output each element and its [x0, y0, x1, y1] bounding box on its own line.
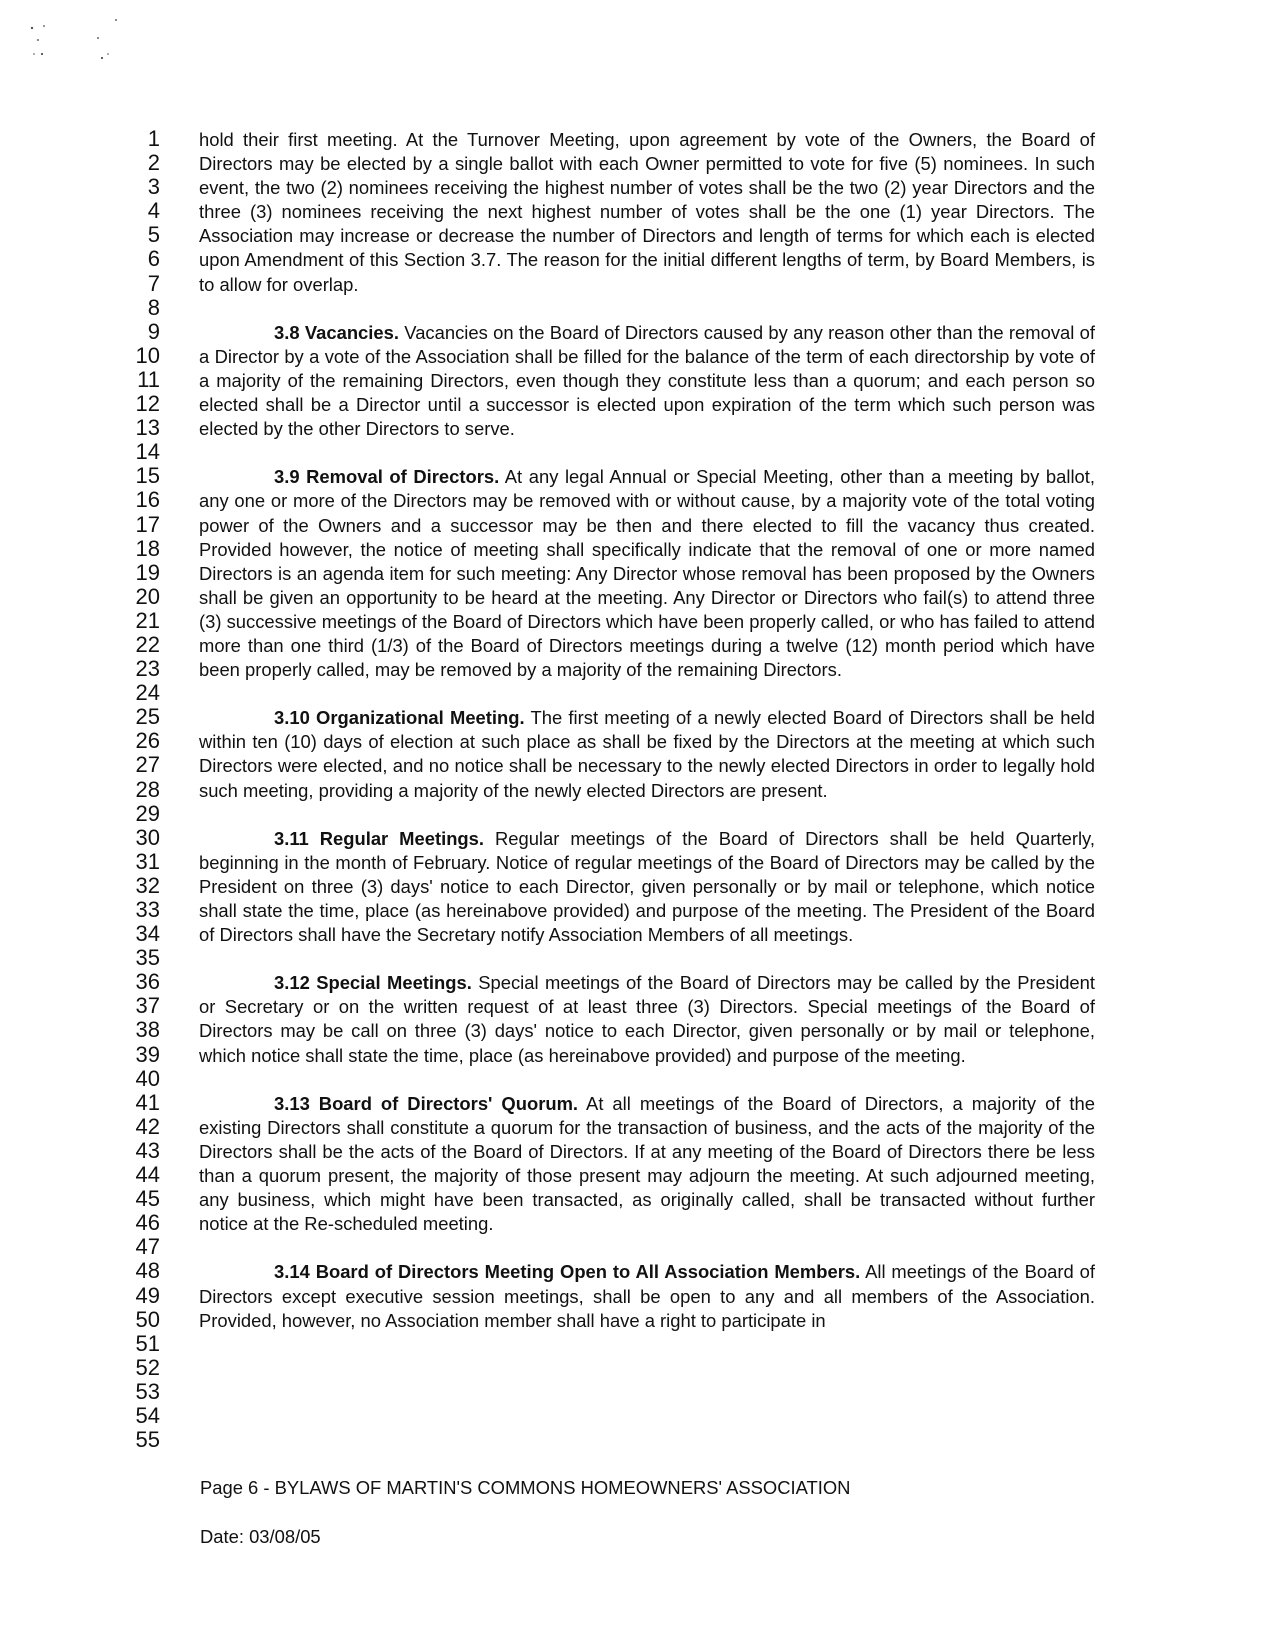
line-number: 24 [135, 680, 160, 706]
section-heading: 3.10 Organizational Meeting. [274, 707, 525, 729]
line-number: 50 [135, 1306, 160, 1332]
line-number: 53 [135, 1378, 160, 1404]
line-number: 23 [135, 656, 160, 682]
paragraph-text: hold their first meeting. At the Turnover Meeting, upon agreement by vote of the Owners, the Board of Directors may be elected by a single ballot with each Owner permitted to vote for five (5) nominees. In such event, the two (2) nominees receiving the highest number of votes shall be the two (2) year Directors and the three (3) nominees receiving the next highest number of votes shall be the one (1) year Directors. The Association may increase or decrease the number of Directors and length of terms for which each is elected upon Amendment of this Section 3.7. The reason for the initial different lengths of term, by Board Members, is to allow for overlap. [199, 129, 1095, 295]
line-number: 54 [135, 1402, 160, 1428]
line-number: 48 [135, 1258, 160, 1284]
paragraph-text: Vacancies on the Board of Directors caused by any reason other than the removal of a Director by a vote of the Association shall be filled for the balance of the term of each directorship by vote of a majority of the remaining Directors, even though they constitute less than a quorum; and each person so elected shall be a Director until a successor is elected upon expiration of the term which such person was elected by the other Directors to serve. [199, 321, 1095, 440]
line-number: 55 [135, 1427, 160, 1453]
paragraph-text: Special meetings of the Board of Directors may be called by the President or Secretary or on the written request of at least three (3) Directors. Special meetings of the Board of Directors may be call on three (3) days' notice to each Director, given personally or by mail or telephone, which notice shall state the time, place (as hereinabove provided) and purpose of the meeting. [199, 972, 1095, 1066]
line-number: 31 [135, 848, 160, 874]
line-number: 3 [147, 174, 160, 200]
line-number: 27 [135, 752, 160, 778]
section-heading: 3.13 Board of Directors' Quorum. [274, 1092, 579, 1114]
paragraph-text: All meetings of the Board of Directors except executive session meetings, shall be open to any and all members of the Association. Provided, however, no Association member shall have a right to participate in [199, 1261, 1095, 1331]
section-heading: 3.14 Board of Directors Meeting Open to All Association Members. [274, 1261, 861, 1283]
line-number: 11 [137, 366, 160, 392]
line-number: 39 [135, 1041, 160, 1067]
line-number: 34 [135, 921, 160, 947]
line-number: 13 [135, 415, 160, 441]
line-number: 28 [135, 776, 160, 802]
line-number: 8 [147, 294, 160, 320]
paragraph-text: At any legal Annual or Special Meeting, other than a meeting by ballot, any one or more of the Directors may be removed with or without cause, by a majority vote of the total voting power of the Owners and a successor may be then and there elected to fill the vacancy thus created. Provided however, the notice of meeting shall specifically indicate that the removal of one or more named Directors is an agenda item for such meeting: Any Director whose removal has been proposed by the Owners shall be given an opportunity to be heard at the meeting. Any Director or Directors who fail(s) to attend three (3) successive meetings of the Board of Directors which have been properly called, or who has failed to attend more than one third (1/3) of the Board of Directors meetings during a twelve (12) month period which have been properly called, may be removed by a majority of the remaining Directors. [199, 466, 1095, 681]
line-number: 40 [135, 1065, 160, 1091]
paragraph-text: At all meetings of the Board of Directors, a majority of the existing Directors shall constitute a quorum for the transaction of business, and the acts of the majority of the Directors shall be the acts of the Board of Directors. If at any meeting of the Board of Directors there be less than a quorum present, the majority of those present may adjourn the meeting. At such adjourned meeting, any business, which might have been transacted, as originally called, shall be transacted without further notice at the Re-scheduled meeting. [199, 1092, 1095, 1235]
section-3-10-organizational-meeting [199, 706, 1095, 802]
paragraph-text: Regular meetings of the Board of Directors shall be held Quarterly, beginning in the month of February. Notice of regular meetings of the Board of Directors may be called by the President on three (3) days' notice to each Director, given personally or by mail or telephone, which notice shall state the time, place (as hereinabove provided) and purpose of the meeting. The President of the Board of Directors shall have the Secretary notify Association Members of all meetings. [199, 827, 1095, 946]
line-number: 26 [135, 728, 160, 754]
section-3-12-special-meetings [199, 971, 1095, 1067]
line-number: 17 [135, 511, 160, 537]
line-number: 14 [135, 439, 160, 465]
line-number: 5 [147, 222, 160, 248]
line-number: 16 [135, 487, 160, 513]
section-heading: 3.11 Regular Meetings. [274, 827, 484, 849]
line-number: 37 [135, 993, 160, 1019]
section-3-8-vacancies [199, 321, 1095, 441]
line-number: 19 [135, 559, 160, 585]
line-number: 1 [147, 126, 160, 151]
line-number: 6 [147, 246, 160, 272]
line-number: 4 [147, 198, 160, 224]
line-number: 45 [135, 1186, 160, 1212]
line-number: 47 [135, 1234, 160, 1260]
line-number-gutter [128, 127, 160, 1452]
line-number: 49 [135, 1282, 160, 1308]
line-number: 2 [147, 150, 160, 176]
line-number: 21 [135, 607, 160, 633]
line-number: 51 [135, 1330, 160, 1356]
paragraph-text: The first meeting of a newly elected Board of Directors shall be held within ten (10) days of election at such place as shall be fixed by the Directors at the meeting at which such Directors were elected, and no notice shall be necessary to the newly elected Directors in order to legally hold such meeting, providing a majority of the newly elected Directors are present. [199, 707, 1095, 801]
line-number: 22 [135, 631, 160, 657]
section-3-11-regular-meetings [199, 827, 1095, 947]
line-number: 25 [135, 704, 160, 730]
line-number: 29 [135, 800, 160, 826]
line-number: 46 [135, 1210, 160, 1236]
page-footer-title: Page 6 - BYLAWS OF MARTIN'S COMMONS HOMEOWNERS' ASSOCIATION [200, 1477, 851, 1498]
line-number: 15 [135, 463, 160, 489]
section-heading: 3.8 Vacancies. [274, 321, 399, 343]
line-number: 12 [135, 391, 160, 417]
line-number: 30 [135, 824, 160, 850]
line-number: 7 [147, 270, 160, 296]
line-number: 41 [135, 1089, 160, 1115]
section-3-9-removal-of-directors [199, 465, 1095, 682]
line-number: 43 [135, 1137, 160, 1163]
document-body [199, 128, 1095, 1333]
section-heading: 3.9 Removal of Directors. [274, 466, 500, 488]
page-footer-date: Date: 03/08/05 [200, 1526, 321, 1547]
section-3-13-quorum [199, 1092, 1095, 1237]
section-3-14-open-meetings [199, 1260, 1095, 1332]
line-number: 20 [135, 583, 160, 609]
line-number: 18 [135, 535, 160, 561]
line-number: 32 [135, 872, 160, 898]
line-number: 10 [135, 342, 160, 368]
line-number: 42 [135, 1113, 160, 1139]
scan-artifact-specks [28, 14, 138, 64]
line-number: 33 [135, 897, 160, 922]
line-number: 9 [147, 318, 160, 344]
line-number: 36 [135, 969, 160, 995]
paragraph-continuation [199, 128, 1095, 297]
line-number: 52 [135, 1354, 160, 1380]
line-number: 44 [135, 1162, 160, 1188]
line-number: 38 [135, 1017, 160, 1043]
line-number: 35 [135, 945, 160, 971]
section-heading: 3.12 Special Meetings. [274, 972, 472, 994]
